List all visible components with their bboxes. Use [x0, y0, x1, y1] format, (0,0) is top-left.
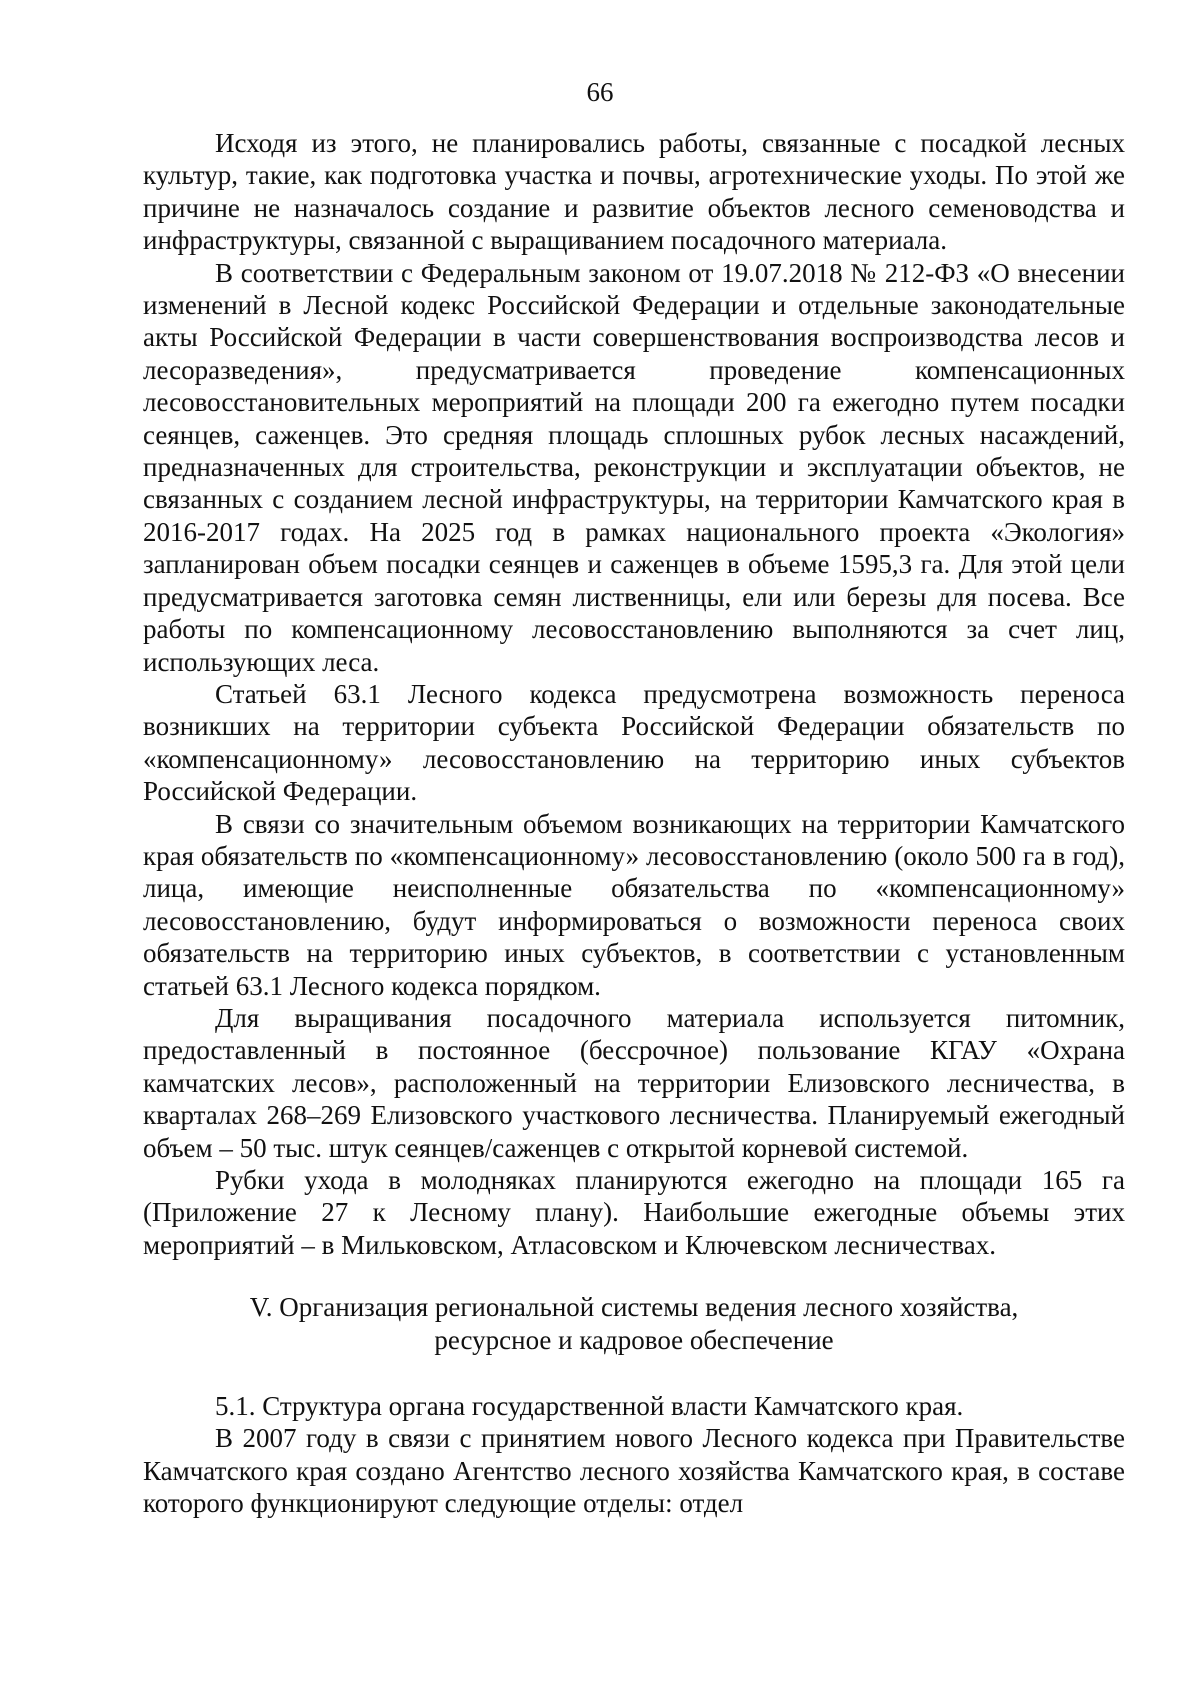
section-heading — [143, 1291, 1125, 1356]
paragraph-thinning: Рубки ухода в молодняках планируются ежегодно на площади 165 га (Приложение 27 к Лесному плану). Наибольшие ежегодные объемы этих мероприятий – в Мильковском, Атласовском и Ключевском лесничествах. — [143, 1165, 1125, 1260]
paragraph-nursery: Для выращивания посадочного материала используется питомник, предоставленный в постоянное (бессрочное) пользование КГАУ «Охрана камчатских лесов», расположенный на территории Елизовского лесничества, в кварталах 268–269 Елизовского участкового лесничества. Планируемый ежегодный объем – 50 тыс. штук сеянцев/саженцев с открытой корневой системой. — [143, 1002, 1125, 1163]
paragraph-compensation-reforestation: В соответствии с Федеральным законом от 19.07.2018 № 212-ФЗ «О внесении изменений в Лесной кодекс Российской Федерации и отдельные законодательные акты Российской Федерации в части совершенствования воспроизводства лесов и лесоразведения», предусматривается проведение компенсационных лесовосстановительных мероприятий на площади 200 га ежегодно путем посадки сеянцев, саженцев. Это средняя площадь сплошных рубок лесных насаждений, предназначенных для строительства, реконструкции и эксплуатации объектов, не связанных с созданием лесной инфраструктуры, на территории Камчатского края в 2016-2017 годах. На 2025 год в рамках национального проекта «Экология» запланирован объем посадки сеянцев и саженцев в объеме 1595,3 га. Для этой цели предусматривается заготовка семян лиственницы, ели или березы для посева. Все работы по компенсационному лесовосстановлению выполняются за счет лиц, использующих леса. — [143, 257, 1125, 677]
subsection-title: 5.1. Структура органа государственной власти Камчатского края. — [215, 1391, 964, 1422]
page-number: 66 — [586, 77, 614, 107]
section-heading-line-2: ресурсное и кадровое обеспечение — [434, 1324, 834, 1355]
paragraph-article-63-1: Статьей 63.1 Лесного кодекса предусмотрена возможность переноса возникших на территории субъекта Российской Федерации обязательств по «компенсационному» лесовосстановлению на территорию иных субъектов Российской Федерации. — [143, 678, 1125, 807]
paragraph-no-planting-works: Исходя из этого, не планировались работы, связанные с посадкой лесных культур, такие, как подготовка участка и почвы, агротехнические уходы. По этой же причине не назначалось создание и развитие объектов лесного семеноводства и инфраструктуры, связанной с выращиванием посадочного материала. — [143, 128, 1125, 256]
section-heading-line-1: V. Организация региональной системы ведения лесного хозяйства, — [249, 1292, 1019, 1323]
paragraph-obligation-transfer: В связи со значительным объемом возникающих на территории Камчатского края обязательств по «компенсационному» лесовосстановлению (около 500 га в год), лица, имеющие неисполненные обязательства по «компенсационному» лесовосстановлению, будут информироваться о возможности переноса своих обязательств на территорию иных субъектов, в соответствии с установленным статьей 63.1 Лесного кодекса порядком. — [143, 808, 1125, 1001]
page-body — [143, 127, 1125, 1520]
paragraph-agency-2007: В 2007 году в связи с принятием нового Лесного кодекса при Правительстве Камчатского края создано Агентство лесного хозяйства Камчатского края, в составе которого функционируют следующие отделы: отдел — [143, 1423, 1125, 1519]
